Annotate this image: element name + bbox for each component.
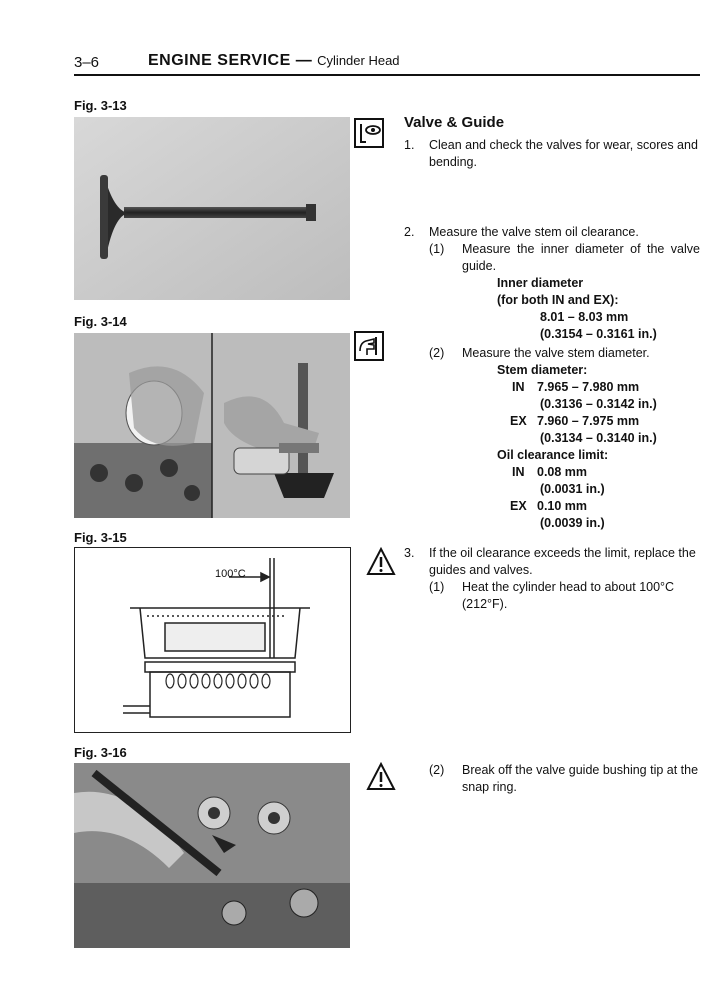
stem-in-mm: 7.965 – 7.980 mm: [537, 380, 640, 394]
step-3-2-number: (2): [429, 763, 445, 777]
measure-hand-icon: [354, 331, 384, 361]
micrometer-photo-illustration: [74, 333, 350, 518]
fig-3-13-label: Fig. 3-13: [74, 98, 127, 113]
inner-diameter-label-2: (for both IN and EX):: [497, 293, 619, 307]
step-3-2-text: Break off the valve guide bushing tip at the snap ring.: [462, 763, 699, 794]
title-dash: —: [295, 52, 313, 69]
page-number: 3–6: [74, 54, 100, 71]
fig-3-15-diagram: [74, 547, 351, 733]
oil-ex-mm: 0.10 mm: [537, 499, 588, 513]
stem-ex-mm: 7.960 – 7.975 mm: [537, 414, 640, 428]
page-title: [148, 52, 400, 70]
step-3-text: If the oil clearance exceeds the limit, replace the guides and valves.: [429, 546, 696, 577]
step-2-1-text: Measure the inner diameter of the valve guide.: [462, 242, 700, 273]
chapter-subtitle: Cylinder Head: [317, 53, 400, 68]
step-2-number: 2.: [404, 225, 415, 239]
step-2-2-number: (2): [429, 346, 445, 360]
stem-in-label: IN: [512, 380, 525, 394]
inner-diameter-label: Inner diameter: [497, 276, 584, 290]
inner-diameter-mm: 8.01 – 8.03 mm: [540, 310, 629, 324]
stem-in-in: (0.3136 – 0.3142 in.): [540, 397, 657, 411]
inner-diameter-in: (0.3154 – 0.3161 in.): [540, 327, 657, 341]
oil-in-in: (0.0031 in.): [540, 482, 605, 496]
stem-ex-in: (0.3134 – 0.3140 in.): [540, 431, 657, 445]
fig-3-15-label: Fig. 3-15: [74, 530, 127, 545]
fig-3-14-label: Fig. 3-14: [74, 314, 127, 329]
fig-3-16-photo: [74, 763, 350, 948]
guide-breaking-photo-illustration: [74, 763, 350, 948]
heating-diagram: [75, 548, 350, 732]
oil-in-mm: 0.08 mm: [537, 465, 588, 479]
step-1-number: 1.: [404, 138, 415, 152]
stem-ex-label: EX: [510, 414, 527, 428]
header-rule: [74, 74, 700, 76]
caution-triangle-icon: [366, 762, 396, 792]
step-2-text: Measure the valve stem oil clearance.: [429, 225, 639, 239]
oil-ex-in: (0.0039 in.): [540, 516, 605, 530]
chapter-title: ENGINE SERVICE: [148, 52, 291, 69]
step-3-1-number: (1): [429, 580, 445, 594]
caution-triangle-icon: [366, 547, 396, 577]
step-3-1-text: Heat the cylinder head to about 100°C (212°F).: [462, 580, 675, 611]
step-1-text: Clean and check the valves for wear, scores and bending.: [429, 138, 698, 169]
oil-ex-label: EX: [510, 499, 527, 513]
oil-clearance-label: Oil clearance limit:: [497, 448, 609, 462]
fig-3-13-photo: [74, 117, 350, 300]
temp-label: 100°C: [215, 568, 246, 580]
inspect-eye-icon: [354, 118, 384, 148]
fig-3-16-label: Fig. 3-16: [74, 745, 127, 760]
step-2-1-number: (1): [429, 242, 445, 256]
oil-in-label: IN: [512, 465, 525, 479]
fig-3-14-photo: [74, 333, 350, 518]
valve-photo-illustration: [74, 117, 350, 300]
step-2-2-text: Measure the valve stem diameter.: [462, 346, 650, 360]
step-3-number: 3.: [404, 546, 415, 560]
section-title: Valve & Guide: [404, 114, 505, 131]
stem-diameter-label: Stem diameter:: [497, 363, 588, 377]
